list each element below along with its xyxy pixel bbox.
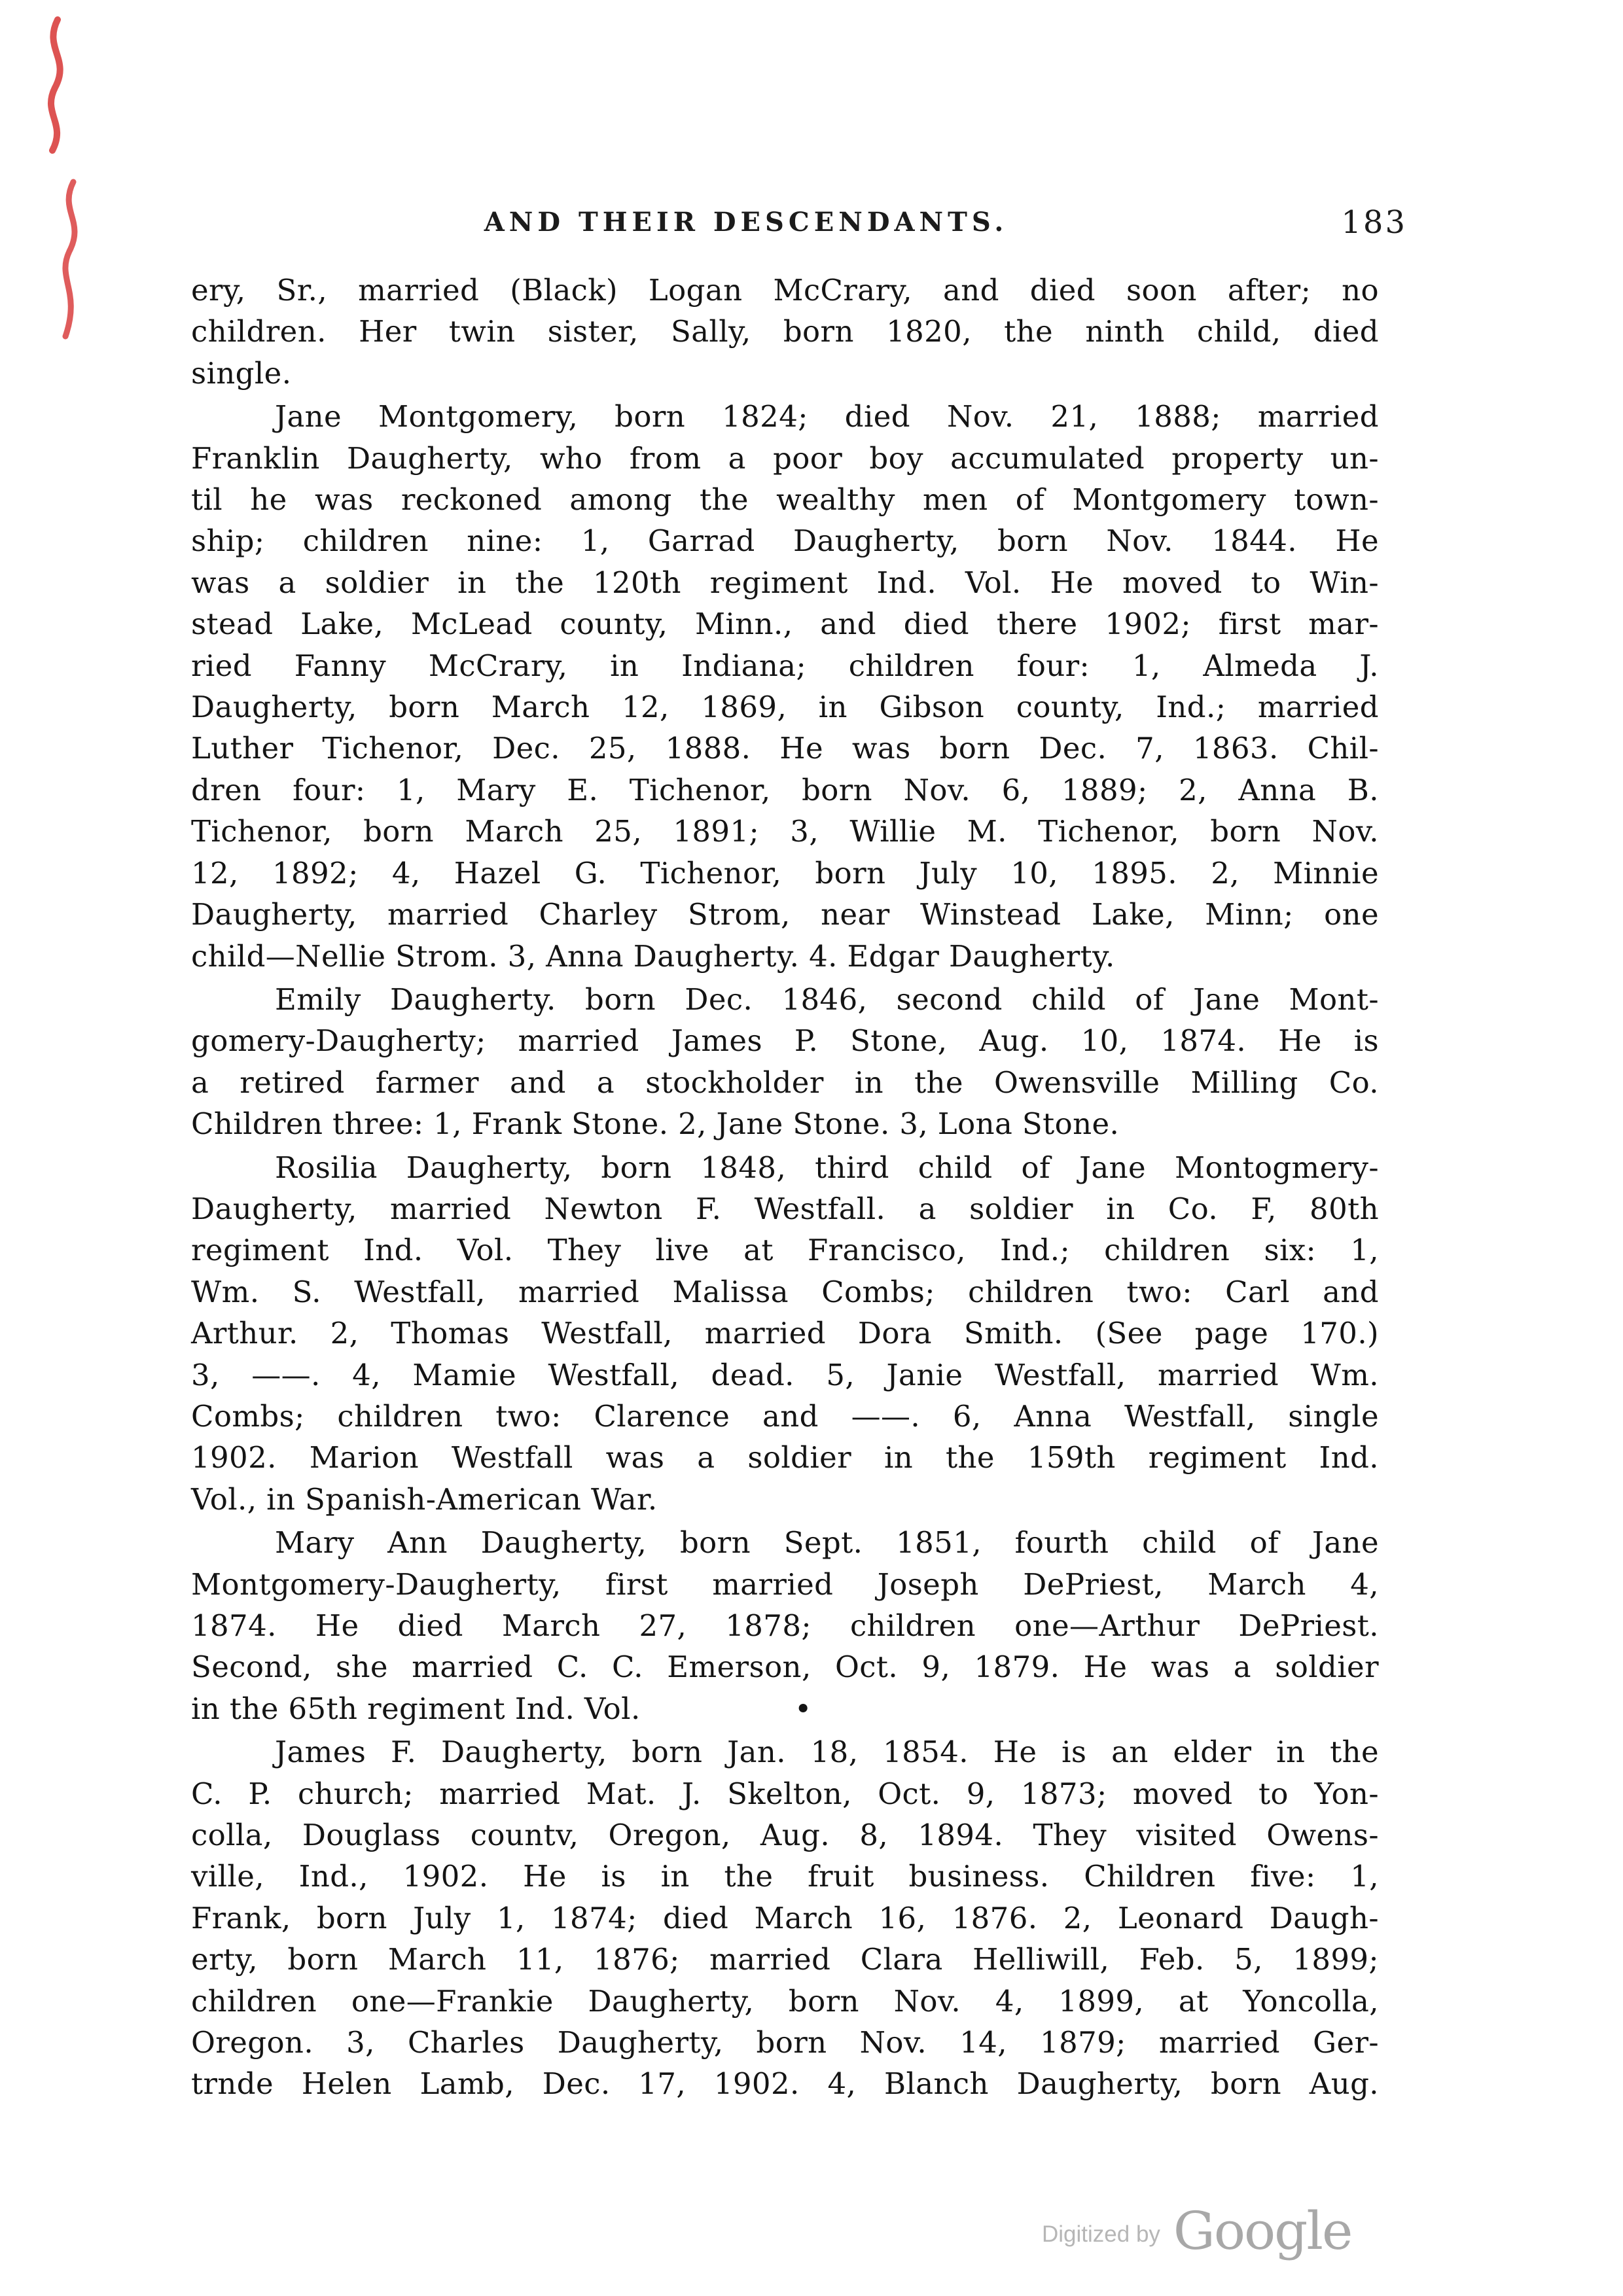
text-line: Montgomery-Daugherty, first married Joseph DePriest, March 4, xyxy=(191,1566,1379,1602)
text-line: gomery-Daugherty; married James P. Stone, Aug. 10, 1874. He is xyxy=(191,1023,1379,1059)
text-line: Children three: 1, Frank Stone. 2, Jane Stone. 3, Lona Stone. xyxy=(191,1106,1120,1142)
text-line: Luther Tichenor, Dec. 25, 1888. He was born Dec. 7, 1863. Chil- xyxy=(191,731,1379,766)
text-line: single. xyxy=(191,355,292,391)
text-line: 3, ——. 4, Mamie Westfall, dead. 5, Janie Westfall, married Wm. xyxy=(191,1357,1379,1392)
digitized-by-google-watermark xyxy=(1042,2200,1352,2261)
text-line: stead Lake, McLead county, Minn., and died there 1902; first mar- xyxy=(191,607,1379,642)
text-line: ville, Ind., 1902. He is in the fruit business. Children five: 1, xyxy=(191,1859,1379,1894)
text-line: Second, she married C. C. Emerson, Oct. 9, 1879. He was a soldier xyxy=(191,1650,1379,1685)
text-line: Combs; children two: Clarence and ——. 6, Anna Westfall, single xyxy=(191,1398,1379,1434)
text-line: dren four: 1, Mary E. Tichenor, born Nov. 6, 1889; 2, Anna B. xyxy=(191,772,1379,807)
paragraph xyxy=(191,396,1379,977)
text-line: ship; children nine: 1, Garrad Daugherty, born Nov. 1844. He xyxy=(191,523,1379,559)
paragraph xyxy=(191,270,1379,394)
text-line: Wm. S. Westfall, married Malissa Combs; children two: Carl and xyxy=(191,1274,1379,1309)
page-number: 183 xyxy=(1341,204,1407,241)
text-line: a retired farmer and a stockholder in the Owensville Milling Co. xyxy=(191,1065,1379,1100)
text-line: 12, 1892; 4, Hazel G. Tichenor, born July 10, 1895. 2, Minnie xyxy=(191,855,1379,891)
text-line: Franklin Daugherty, who from a poor boy accumulated property un- xyxy=(191,440,1379,476)
digitized-by-label: Digitized by xyxy=(1042,2221,1160,2247)
text-line: James F. Daugherty, born Jan. 18, 1854. He is an elder in the xyxy=(275,1735,1379,1770)
text-line: Daugherty, married Newton F. Westfall. a soldier in Co. F, 80th xyxy=(191,1191,1379,1226)
text-line: Mary Ann Daugherty, born Sept. 1851, fourth child of Jane xyxy=(275,1525,1379,1561)
text-line: Frank, born July 1, 1874; died March 16, 1876. 2, Leonard Daugh- xyxy=(191,1900,1379,1935)
paragraph xyxy=(191,979,1379,1145)
text-line: Vol., in Spanish-American War. xyxy=(191,1481,658,1517)
text-line: regiment Ind. Vol. They live at Francisco, Ind.; children six: 1, xyxy=(191,1233,1379,1268)
text-line: children. Her twin sister, Sally, born 1820, the ninth child, died xyxy=(191,314,1379,349)
paragraph xyxy=(191,1731,1379,2105)
text-line: was a soldier in the 120th regiment Ind. Vol. He moved to Win- xyxy=(191,565,1379,600)
text-line: colla, Douglass countv, Oregon, Aug. 8, 1894. They visited Owens- xyxy=(191,1818,1379,1853)
text-line: erty, born March 11, 1876; married Clara Helliwill, Feb. 5, 1899; xyxy=(191,1942,1379,1977)
text-line: in the 65th regiment Ind. Vol. • xyxy=(191,1691,812,1726)
text-line: Arthur. 2, Thomas Westfall, married Dora Smith. (See page 170.) xyxy=(191,1316,1379,1351)
red-pen-marks-icon xyxy=(33,10,111,351)
text-line: trnde Helen Lamb, Dec. 17, 1902. 4, Blanch Daugherty, born Aug. xyxy=(191,2066,1379,2102)
text-line: Daugherty, born March 12, 1869, in Gibson county, Ind.; married xyxy=(191,690,1379,725)
text-line: Oregon. 3, Charles Daugherty, born Nov. 14, 1879; married Ger- xyxy=(191,2025,1379,2060)
text-line: til he was reckoned among the wealthy men of Montgomery town- xyxy=(191,482,1379,518)
text-line: 1902. Marion Westfall was a soldier in the 159th regiment Ind. xyxy=(191,1440,1379,1475)
text-line: Rosilia Daugherty, born 1848, third child of Jane Montogmery- xyxy=(275,1150,1379,1185)
text-line: Emily Daugherty. born Dec. 1846, second child of Jane Mont- xyxy=(275,981,1379,1017)
text-line: C. P. church; married Mat. J. Skelton, Oct. 9, 1873; moved to Yon- xyxy=(191,1776,1379,1811)
text-line: Daugherty, married Charley Strom, near Winstead Lake, Minn; one xyxy=(191,897,1379,932)
text-line: 1874. He died March 27, 1878; children one—Arthur DePriest. xyxy=(191,1608,1379,1643)
text-line: child—Nellie Strom. 3, Anna Daugherty. 4. Edgar Daugherty. xyxy=(191,938,1115,974)
paragraph xyxy=(191,1147,1379,1521)
paragraph xyxy=(191,1522,1379,1729)
text-line: ried Fanny McCrary, in Indiana; children four: 1, Almeda J. xyxy=(191,648,1379,683)
text-line: Tichenor, born March 25, 1891; 3, Willie M. Tichenor, born Nov. xyxy=(191,814,1379,849)
body-text xyxy=(191,270,1379,2105)
text-line: ery, Sr., married (Black) Logan McCrary, and died soon after; no xyxy=(191,273,1379,308)
text-line: children one—Frankie Daugherty, born Nov. 4, 1899, at Yoncolla, xyxy=(191,1983,1379,2019)
text-line: Jane Montgomery, born 1824; died Nov. 21, 1888; married xyxy=(275,399,1379,434)
google-logo: Google xyxy=(1173,2200,1352,2261)
page-header-title: AND THEIR DESCENDANTS. xyxy=(484,207,1008,238)
